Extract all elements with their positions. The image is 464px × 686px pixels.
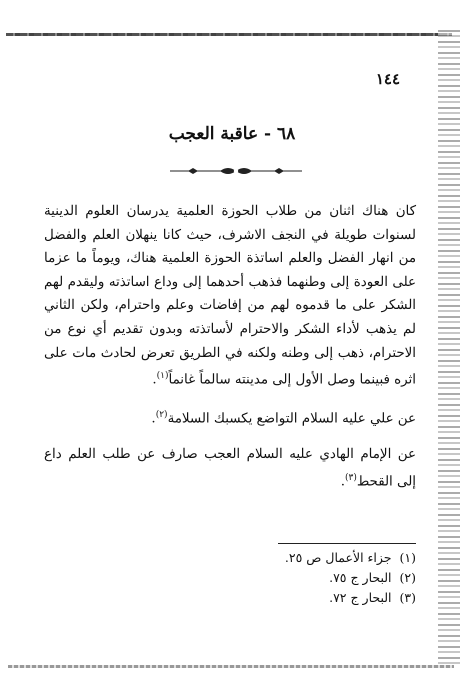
paragraph-hadith-hadi: عن الإمام الهادي عليه السلام العجب صارف عن طلب العلم داع إلى القحط$^{(٣)}$.: [44, 447, 416, 490]
top-border-rule: [6, 33, 452, 36]
footnote-mark-3: (٣): [344, 472, 357, 483]
footnote-item: [285, 588, 416, 608]
footnote-number: (٢): [399, 570, 416, 585]
paragraph-story: كان هناك اثنان من طلاب الحوزة العلمية يدرسان العلوم الدينية لسنوات طويلة في النجف الاشرف، حيث كانا ينهلان العلم والفضل من انهار الفضل والعلم اساتذة الحوزة العلمية هناك، ويوماً ما عزما على العودة إلى وطنهما فذهب أحدهما إلى وداع اساتذته وليقدم لهم الشكر على ما قدموه لهم من إفاضات وعلم واحترام، ولكن الثاني لم يذهب لأداء الشكر والاحترام لأساتذته وبدون تقديم أي نوع من الاحترام، ذهب إلى وطنه ولكنه في الطريق تعرض لحادث مات على اثره فبينما وصل الأول إلى مدينته سالماً غانماً$^{(١)}$.: [44, 204, 416, 388]
footnote-mark-2: (٢): [155, 410, 168, 421]
bottom-border-rule: [8, 665, 454, 668]
footnote-text: جزاء الأعمال ص ٢٥.: [284, 550, 392, 565]
footnote-separator: [278, 543, 416, 544]
body-text: [44, 200, 416, 494]
footnote-number: (١): [399, 550, 416, 565]
paragraph-hadith-ali-text: عن علي عليه السلام التواضع يكسبك السلامة: [167, 411, 416, 427]
chapter-title: ٦٨ - عاقبة العجب: [168, 124, 296, 144]
page-number: ١٤٤: [375, 70, 400, 88]
paragraph-hadith-hadi-text: عن الإمام الهادي عليه السلام العجب صارف عن طلب العلم داع إلى القحط: [44, 447, 416, 490]
paragraph-hadith-ali: عن علي عليه السلام التواضع يكسبك السلامة$^{(٢)}$.: [151, 410, 416, 427]
footnote-number: (٣): [399, 590, 416, 605]
footnote-item: [285, 568, 416, 588]
footnotes: [285, 548, 416, 608]
footnote-item: [285, 548, 416, 568]
footnote-text: البحار ج ٧٥.: [329, 570, 392, 585]
title-ornament: [168, 164, 304, 178]
footnote-mark-1: (١): [156, 371, 169, 382]
paragraph-story-text: كان هناك اثنان من طلاب الحوزة العلمية يدرسان العلوم الدينية لسنوات طويلة في النجف الاشرف، حيث كانا ينهلان العلم والفضل من انهار الفضل والعلم اساتذة الحوزة العلمية هناك، ويوماً ما عزما على العودة إلى وطنهما فذهب أحدهما إلى وداع اساتذته وليقدم لهم الشكر على ما قدموه لهم من إفاضات وعلم واحترام، ولكن الثاني لم يذهب لأداء الشكر والاحترام لأساتذته وبدون تقديم أي نوع من الاحترام، ذهب إلى وطنه ولكنه في الطريق تعرض لحادث مات على اثره فبينما وصل الأول إلى مدينته سالماً غانماً: [44, 204, 416, 388]
footnote-text: البحار ج ٧٢.: [329, 590, 392, 605]
